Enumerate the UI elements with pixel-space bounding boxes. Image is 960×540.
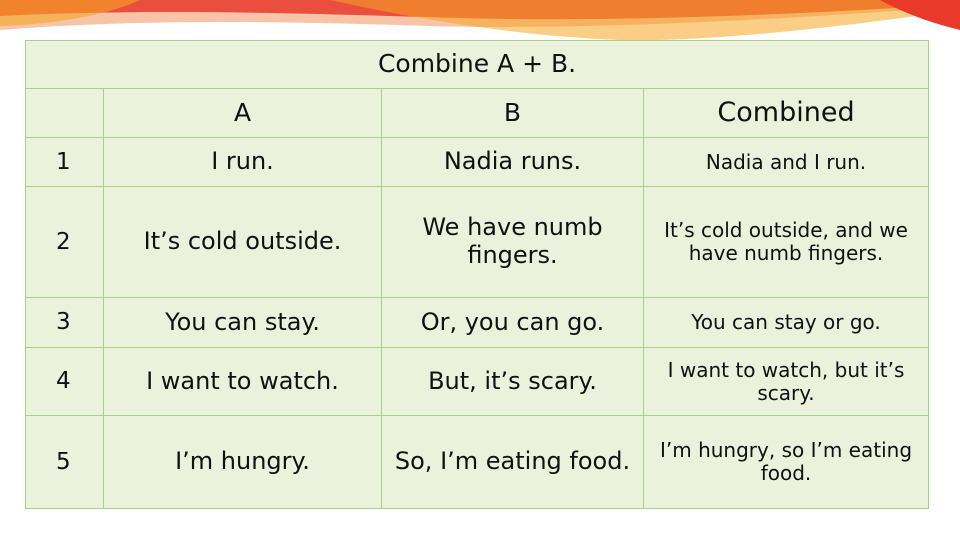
row-number: 1 — [26, 138, 104, 187]
header-row — [26, 89, 929, 138]
table-row — [26, 187, 929, 298]
combined-sentence: I’m hungry, so I’m eating food. — [644, 416, 929, 509]
sentence-b: But, it’s scary. — [382, 348, 644, 416]
combined-sentence: You can stay or go. — [644, 298, 929, 348]
combined-sentence: I want to watch, but it’s scary. — [644, 348, 929, 416]
header-b: B — [382, 89, 644, 138]
combined-sentence: Nadia and I run. — [644, 138, 929, 187]
sentence-a: I’m hungry. — [104, 416, 382, 509]
table-title: Combine A + B. — [26, 41, 929, 89]
header-num — [26, 89, 104, 138]
table-row — [26, 298, 929, 348]
table-row — [26, 348, 929, 416]
combined-sentence: It’s cold outside, and we have numb fingers. — [644, 187, 929, 298]
row-number: 3 — [26, 298, 104, 348]
combine-table — [25, 40, 929, 509]
row-number: 2 — [26, 187, 104, 298]
row-number: 4 — [26, 348, 104, 416]
row-number: 5 — [26, 416, 104, 509]
sentence-a: I run. — [104, 138, 382, 187]
sentence-a: I want to watch. — [104, 348, 382, 416]
table-row — [26, 138, 929, 187]
sentence-b: We have numb fingers. — [382, 187, 644, 298]
header-a: A — [104, 89, 382, 138]
sentence-a: You can stay. — [104, 298, 382, 348]
table-row — [26, 416, 929, 509]
sentence-b: Or, you can go. — [382, 298, 644, 348]
sentence-b: So, I’m eating food. — [382, 416, 644, 509]
sentence-b: Nadia runs. — [382, 138, 644, 187]
sentence-a: It’s cold outside. — [104, 187, 382, 298]
header-combined: Combined — [644, 89, 929, 138]
